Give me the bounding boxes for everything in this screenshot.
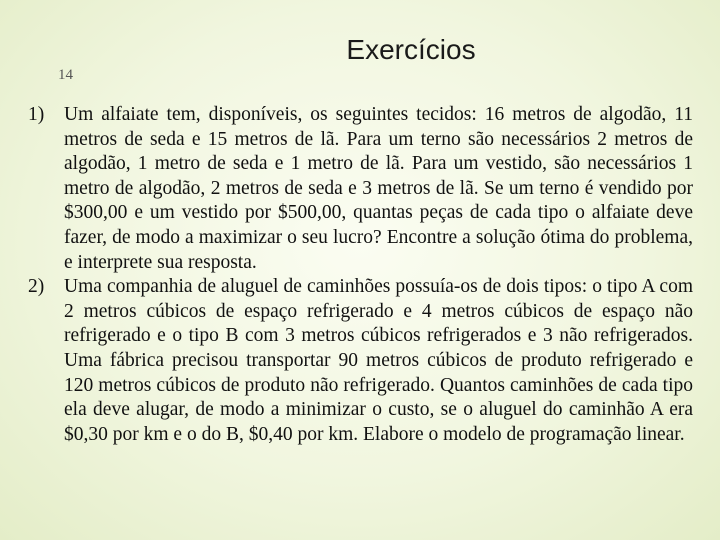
exercise-text: Uma companhia de aluguel de caminhões possuía-os de dois tipos: o tipo A com 2 metros cúbicos de espaço refrigerado e 4 metros cúbicos de espaço não refrigerado e o tipo B com 3 metros cúbicos refrigerados e 3 não refrigerados. Uma fábrica precisou transportar 90 metros cúbicos de produto refrigerado e 120 metros cúbicos de produto não refrigerado. Quantos caminhões de cada tipo ela deve alugar, de modo a minimizar o custo, se o aluguel do caminhão A era $0,30 por km e o do B, $0,40 por km. Elabore o modelo de programação linear. bbox=[64, 276, 693, 445]
exercise-list bbox=[28, 103, 693, 447]
slide-number: 14 bbox=[58, 67, 73, 83]
exercise-item bbox=[28, 103, 693, 275]
slide-title: Exercícios bbox=[346, 34, 476, 65]
exercise-item bbox=[28, 275, 693, 447]
exercise-text: Um alfaiate tem, disponíveis, os seguintes tecidos: 16 metros de algodão, 11 metros de seda e 15 metros de lã. Para um terno são necessários 2 metros de algodão, 1 metro de seda e 1 metro de lã. Para um vestido, são necessários 1 metro de algodão, 2 metros de seda e 3 metros de lã. Se um terno é vendido por $300,00 e um vestido por $500,00, quantas peças de cada tipo o alfaiate deve fazer, de modo a maximizar o seu lucro? Encontre a solução ótima do problema, e interprete sua resposta. bbox=[64, 104, 693, 273]
exercise-number: 2) bbox=[28, 276, 45, 298]
exercise-number: 1) bbox=[28, 104, 45, 125]
